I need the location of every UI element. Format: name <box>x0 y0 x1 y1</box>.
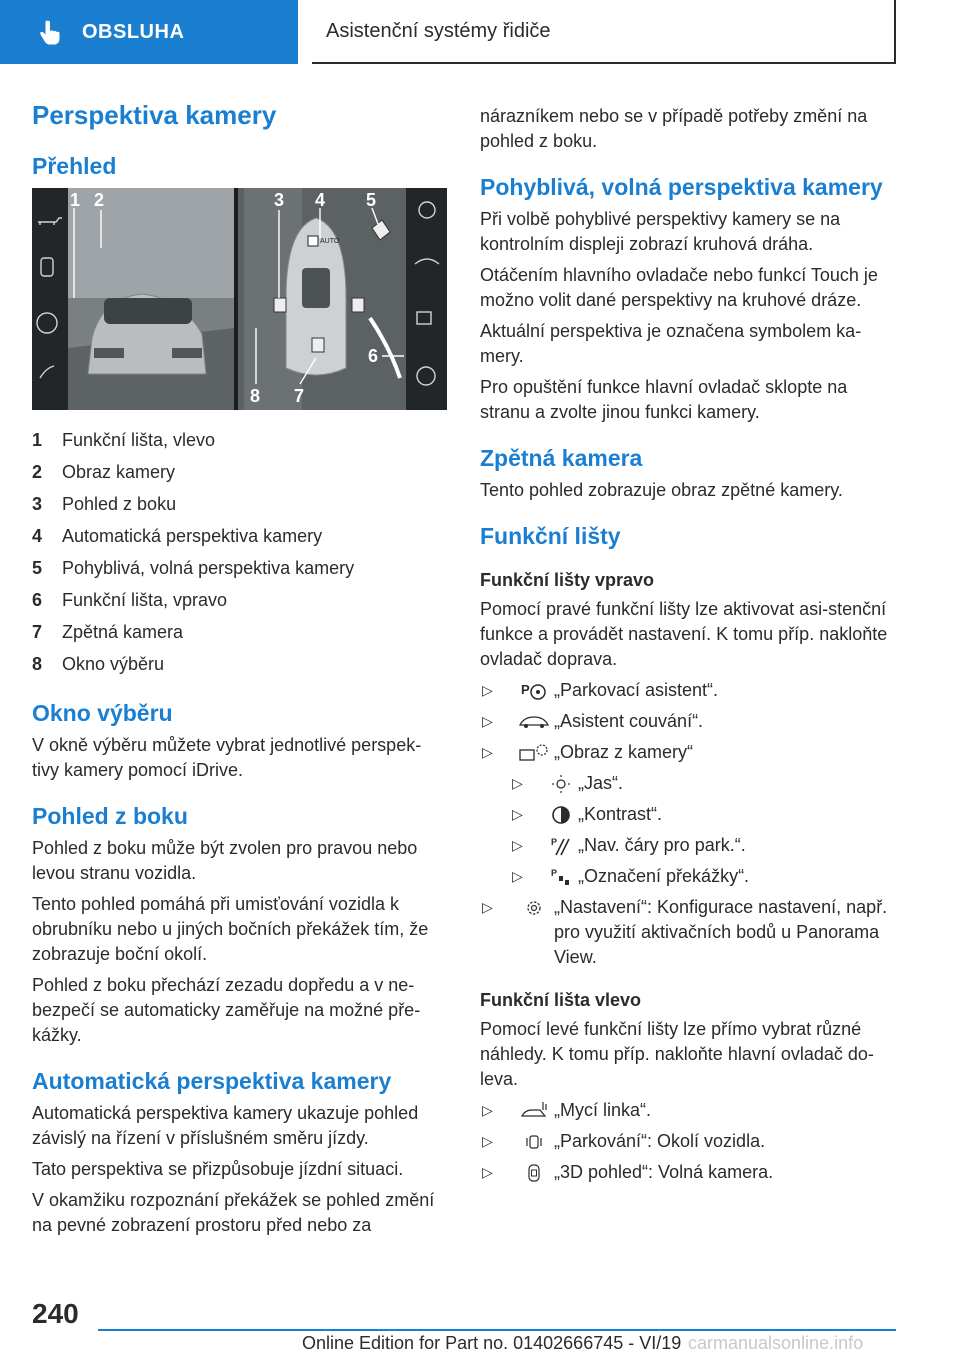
list-item-text: „Jas“. <box>578 773 623 793</box>
list-item <box>510 802 895 827</box>
legend-text: Funkční lišta, vpravo <box>62 590 228 610</box>
rear-camera-heading: Zpětná kamera <box>480 445 643 471</box>
settings-gear-icon <box>514 895 554 920</box>
brightness-icon <box>544 771 578 796</box>
list-item-text: „Kontrast“. <box>578 804 663 824</box>
reversing-assistant-icon <box>514 709 554 734</box>
triangle-bullet-icon: ▷ <box>512 868 523 884</box>
legend-text: Pohled z boku <box>62 494 177 514</box>
parking-lines-icon <box>544 833 578 858</box>
list-item <box>510 833 895 858</box>
chapter-title-text: Asistenční systémy řidiče <box>326 19 551 42</box>
triangle-bullet-icon: ▷ <box>512 775 523 791</box>
left-bar-list <box>480 1098 895 1185</box>
legend-row <box>32 424 444 456</box>
list-item-text: „Asistent couvání“. <box>554 711 704 731</box>
legend-number: 5 <box>32 558 43 578</box>
contrast-icon <box>544 802 578 827</box>
right-bar-text: Pomocí pravé funkční lišty lze aktivovat asi-stenční funkce a provádět nastavení. K tomu příp. nakloňte ovladač doprava. <box>480 599 888 669</box>
callout-3: 3 <box>274 190 285 210</box>
camera-perspective-figure <box>32 188 447 410</box>
legend-row <box>32 488 444 520</box>
legend-text: Zpětná kamera <box>62 622 184 642</box>
callout-2: 2 <box>94 190 105 210</box>
legend-row <box>32 616 444 648</box>
hand-pointer-icon <box>38 19 64 45</box>
auto-badge: AUTO <box>320 238 340 245</box>
legend-text: Automatická perspektiva kamery <box>62 526 323 546</box>
list-item-text: „Obraz z kamery“ <box>554 742 694 762</box>
legend-text: Okno výběru <box>62 654 165 674</box>
3d-view-icon <box>514 1160 554 1185</box>
selection-window-heading: Okno výběru <box>32 700 173 726</box>
section-tab[interactable] <box>0 0 298 64</box>
legend-row <box>32 648 444 680</box>
callout-6: 6 <box>368 346 379 366</box>
side-view-text-3: Pohled z boku přechází zezadu dopředu a v ne-bezpečí se automaticky zaměřuje na možné pře-kážky. <box>32 975 421 1045</box>
callout-5: 5 <box>366 190 377 210</box>
legend-row <box>32 456 444 488</box>
legend-text: Funkční lišta, vlevo <box>62 430 216 450</box>
free-perspective-text-4: Pro opuštění funkce hlavní ovladač sklopte na stranu a zvolte jinou funkci kamery. <box>480 377 848 422</box>
list-item <box>480 1129 895 1154</box>
left-bar-text: Pomocí levé funkční lišty lze přímo vybrat různé náhledy. K tomu příp. nakloňte hlavní ovladač do-leva. <box>480 1019 874 1089</box>
list-item <box>480 1160 895 1185</box>
parking-view-icon <box>514 1129 554 1154</box>
free-perspective-text-3: Aktuální perspektiva je označena symbolem ka-mery. <box>480 321 862 366</box>
list-item <box>510 771 895 796</box>
list-item <box>510 864 895 889</box>
legend-row <box>32 584 444 616</box>
list-item <box>480 678 895 703</box>
right-bar-subheading: Funkční lišty vpravo <box>480 570 655 590</box>
list-item <box>480 740 895 765</box>
watermark: carmanualsonline.info <box>688 1333 864 1353</box>
legend-number: 8 <box>32 654 43 674</box>
triangle-bullet-icon: ▷ <box>482 1102 493 1118</box>
auto-perspective-text-1: Automatická perspektiva kamery ukazuje pohled závislý na řízení v příslušném směru jízdy. <box>32 1103 419 1148</box>
list-item-text: „Mycí linka“. <box>554 1100 652 1120</box>
edition-info: Online Edition for Part no. 01402666745 - VI/19 <box>302 1333 682 1353</box>
auto-perspective-text-2: Tato perspektiva se přizpůsobuje jízdní situaci. <box>32 1159 404 1179</box>
list-item <box>480 895 895 970</box>
legend-text: Pohyblivá, volná perspektiva kamery <box>62 558 355 578</box>
page-number: 240 <box>32 1298 79 1329</box>
car-wash-icon <box>514 1098 554 1123</box>
triangle-bullet-icon: ▷ <box>482 713 493 729</box>
overview-heading: Přehled <box>32 153 117 179</box>
svg-text:P: P <box>551 836 558 847</box>
free-perspective-text-2: Otáčením hlavního ovladače nebo funkcí Touch je možno volit dané perspektivy na kruhové dráze. <box>480 265 878 310</box>
list-item-text: „Označení překážky“. <box>578 866 750 886</box>
legend-number: 6 <box>32 590 43 610</box>
callout-1: 1 <box>70 190 81 210</box>
function-bars-heading: Funkční lišty <box>480 523 621 549</box>
free-perspective-heading: Pohyblivá, volná perspektiva kamery <box>480 174 883 200</box>
list-item-text: „Nav. čáry pro park.“. <box>578 835 746 855</box>
parking-assistant-icon <box>514 678 554 703</box>
callout-8: 8 <box>250 386 261 406</box>
auto-perspective-heading: Automatická perspektiva kamery <box>32 1068 392 1094</box>
legend-number: 3 <box>32 494 43 514</box>
auto-perspective-text-3: V okamžiku rozpoznání překážek se pohled změní na pevné zobrazení prostoru před nebo za <box>32 1190 435 1235</box>
selection-window-text: V okně výběru můžete vybrat jednotlivé perspek-tivy kamery pomocí iDrive. <box>32 735 422 780</box>
right-bar-list <box>480 678 895 765</box>
triangle-bullet-icon: ▷ <box>512 837 523 853</box>
side-view-text-1: Pohled z boku může být zvolen pro pravou nebo levou stranu vozidla. <box>32 838 418 883</box>
triangle-bullet-icon: ▷ <box>482 682 493 698</box>
footer-divider <box>98 1329 896 1331</box>
legend-number: 2 <box>32 462 43 482</box>
triangle-bullet-icon: ▷ <box>482 744 493 760</box>
obstacle-marking-icon <box>544 864 578 889</box>
left-bar-subheading: Funkční lišta vlevo <box>480 990 642 1010</box>
callout-4: 4 <box>315 190 326 210</box>
rear-camera-text: Tento pohled zobrazuje obraz zpětné kamery. <box>480 480 843 500</box>
side-view-text-2: Tento pohled pomáhá při umisťování vozidla k obrubníku nebo u jiných bočních překážek tím, že zobrazuje boční okolí. <box>32 894 429 964</box>
settings-list <box>480 895 895 970</box>
list-item <box>480 709 895 734</box>
legend-number: 4 <box>32 526 43 546</box>
legend-number: 1 <box>32 430 43 450</box>
svg-text:P: P <box>551 867 558 878</box>
side-view-heading: Pohled z boku <box>32 803 188 829</box>
figure-legend <box>32 424 444 680</box>
svg-text:P: P <box>521 681 530 697</box>
list-item-text: „Parkovací asistent“. <box>554 680 719 700</box>
legend-number: 7 <box>32 622 43 642</box>
list-item-text: „Parkování“: Okolí vozidla. <box>554 1131 766 1151</box>
list-item-text: „Nastavení“: Konfigurace nastavení, např. pro využití aktivačních bodů u Panorama View. <box>554 897 888 967</box>
list-item <box>480 1098 895 1123</box>
camera-image-sublist <box>510 771 895 889</box>
section-tab-label: OBSLUHA <box>82 20 185 43</box>
page-title: Perspektiva kamery <box>32 100 277 130</box>
legend-row <box>32 552 444 584</box>
right-column <box>480 104 895 1191</box>
triangle-bullet-icon: ▷ <box>482 899 493 915</box>
callout-7: 7 <box>294 386 305 406</box>
list-item-text: „3D pohled“: Volná kamera. <box>554 1162 774 1182</box>
triangle-bullet-icon: ▷ <box>482 1164 493 1180</box>
camera-image-icon <box>514 740 554 765</box>
continued-text: nárazníkem nebo se v případě potřeby změní na pohled z boku. <box>480 106 868 151</box>
legend-row <box>32 520 444 552</box>
triangle-bullet-icon: ▷ <box>482 1133 493 1149</box>
free-perspective-text-1: Při volbě pohyblivé perspektivy kamery se na kontrolním displeji zobrazí kruhová dráha. <box>480 209 841 254</box>
triangle-bullet-icon: ▷ <box>512 806 523 822</box>
left-column <box>32 100 444 1244</box>
camera-screen-illustration <box>32 188 447 410</box>
chapter-title <box>312 0 896 64</box>
legend-text: Obraz kamery <box>62 462 176 482</box>
